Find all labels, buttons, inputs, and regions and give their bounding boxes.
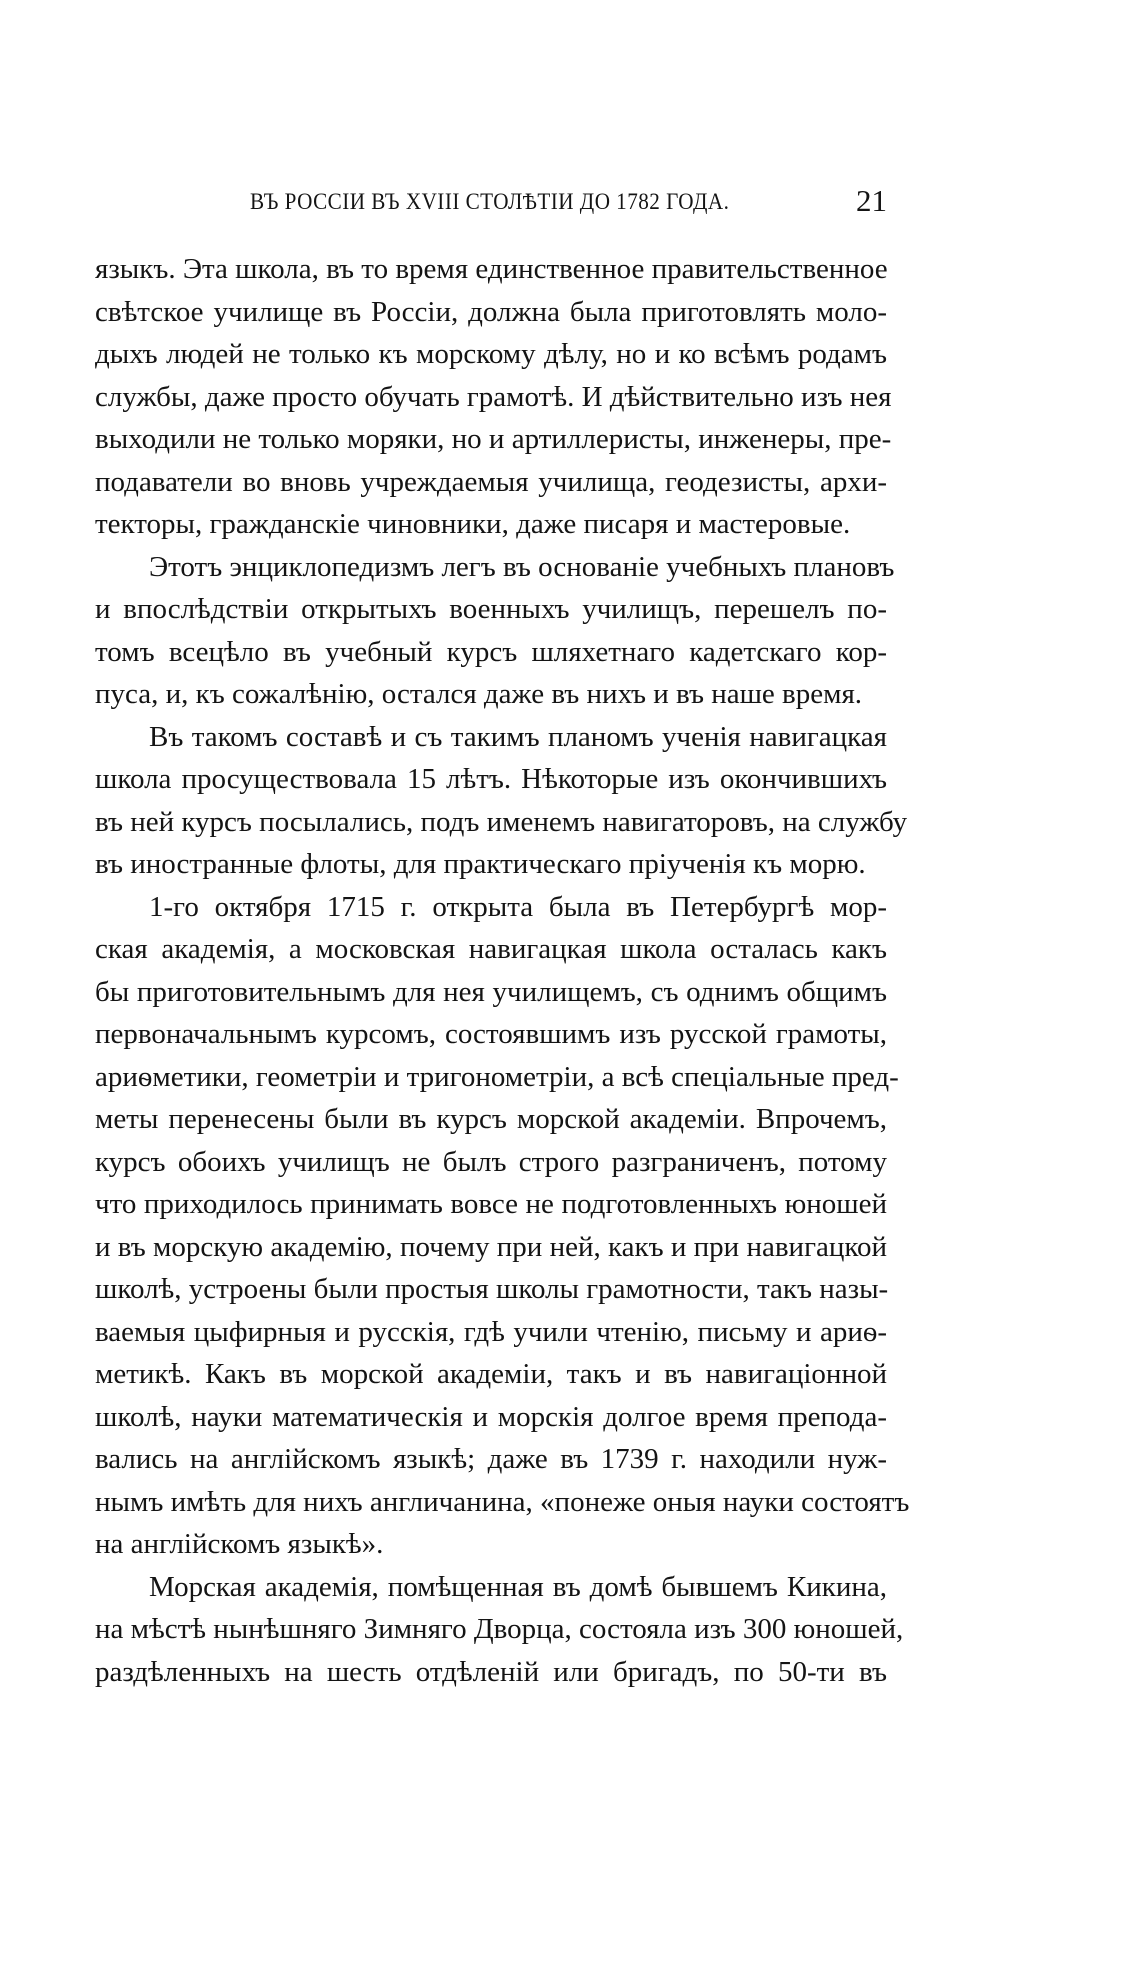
text-line: школѣ, науки математическія и морскія долгое время препода- [95,1400,887,1433]
text-line: первоначальнымъ курсомъ, состоявшимъ изъ русской грамоты, [95,1018,887,1050]
paragraph [95,716,908,886]
page-header [95,183,887,223]
paragraph [95,886,910,1566]
text-line: меты перенесены были въ курсъ морской академіи. Впрочемъ, [95,1103,887,1135]
text-line: пуса, и, къ сожалѣнію, остался даже въ нихъ и въ наше время. [95,678,863,710]
text-line: и въ морскую академію, почему при ней, какъ и при навигацкой [95,1230,887,1263]
text-line: томъ всецѣло въ учебный курсъ шляхетнаго кадетскаго кор- [95,635,887,668]
paragraph [95,248,892,546]
text-line: школѣ, устроены были простыя школы грамотности, такъ назы- [95,1273,889,1305]
text-line: что приходилось принимать вовсе не подготовленныхъ юношей [95,1188,887,1220]
text-line: выходили не только моряки, но и артиллеристы, инженеры, пре- [95,423,892,455]
text-line: подаватели во вновь учреждаемыя училища, геодезисты, архи- [95,465,887,498]
text-line: ариѳметики, геометріи и тригонометріи, а всѣ спеціальные пред- [95,1060,899,1093]
text-line: вались на англійскомъ языкѣ; даже въ 1739 г. находили нуж- [95,1443,887,1475]
page-body [95,248,910,1693]
text-line: службы, даже просто обучать грамотѣ. И дѣйствительно изъ нея [95,380,892,413]
paragraph [95,546,895,716]
text-line: и впослѣдствіи открытыхъ военныхъ училищъ, перешелъ по- [95,593,887,625]
text-line: на англійскомъ языкѣ». [95,1528,384,1560]
page-number: 21 [856,183,887,218]
text-line: ваемыя цыфирныя и русскія, гдѣ учили чтенію, письму и ариѳ- [95,1315,887,1348]
text-line: языкъ. Эта школа, въ то время единственное правительственное [95,253,888,285]
text-line: ская академія, а московская навигацкая школа осталась какъ [95,933,887,965]
text-line: нымъ имѣть для нихъ англичанина, «понеже оныя науки состоятъ [95,1485,910,1518]
text-line: Этотъ энциклопедизмъ легъ въ основаніе учебныхъ плановъ [149,550,895,583]
text-line: дыхъ людей не только къ морскому дѣлу, но и ко всѣмъ родамъ [95,338,887,370]
text-line: школа просуществовала 15 лѣтъ. Нѣкоторые изъ окончившихъ [95,763,887,795]
text-line: раздѣленныхъ на шесть отдѣленій или бригадъ, по 50-ти въ [95,1655,887,1688]
text-line: 1-го октября 1715 г. открыта была въ Петербургѣ мор- [149,890,887,923]
text-line: Въ такомъ составѣ и съ такимъ планомъ ученія навигацкая [149,720,887,753]
text-line: въ ней курсъ посылались, подъ именемъ навигаторовъ, на службу [95,805,908,838]
text-line: въ иностранные флоты, для практическаго пріученія къ морю. [95,848,866,880]
text-line: текторы, гражданскіе чиновники, даже писаря и мастеровые. [95,508,851,540]
running-title: ВЪ РОССІИ ВЪ XVIII СТОЛѢТІИ ДО 1782 ГОДА. [250,189,730,214]
text-line: на мѣстѣ нынѣшняго Зимняго Дворца, состояла изъ 300 юношей, [95,1613,904,1645]
text-line: бы приготовительнымъ для нея училищемъ, съ однимъ общимъ [95,975,887,1008]
text-line: свѣтское училище въ Россіи, должна была приготовлять моло- [95,295,887,328]
paragraph [95,1566,904,1694]
text-line: метикѣ. Какъ въ морской академіи, такъ и въ навигаціонной [95,1358,887,1390]
text-line: Морская академія, помѣщенная въ домѣ бывшемъ Кикина, [149,1570,887,1603]
text-line: курсъ обоихъ училищъ не былъ строго разграниченъ, потому [95,1145,887,1178]
